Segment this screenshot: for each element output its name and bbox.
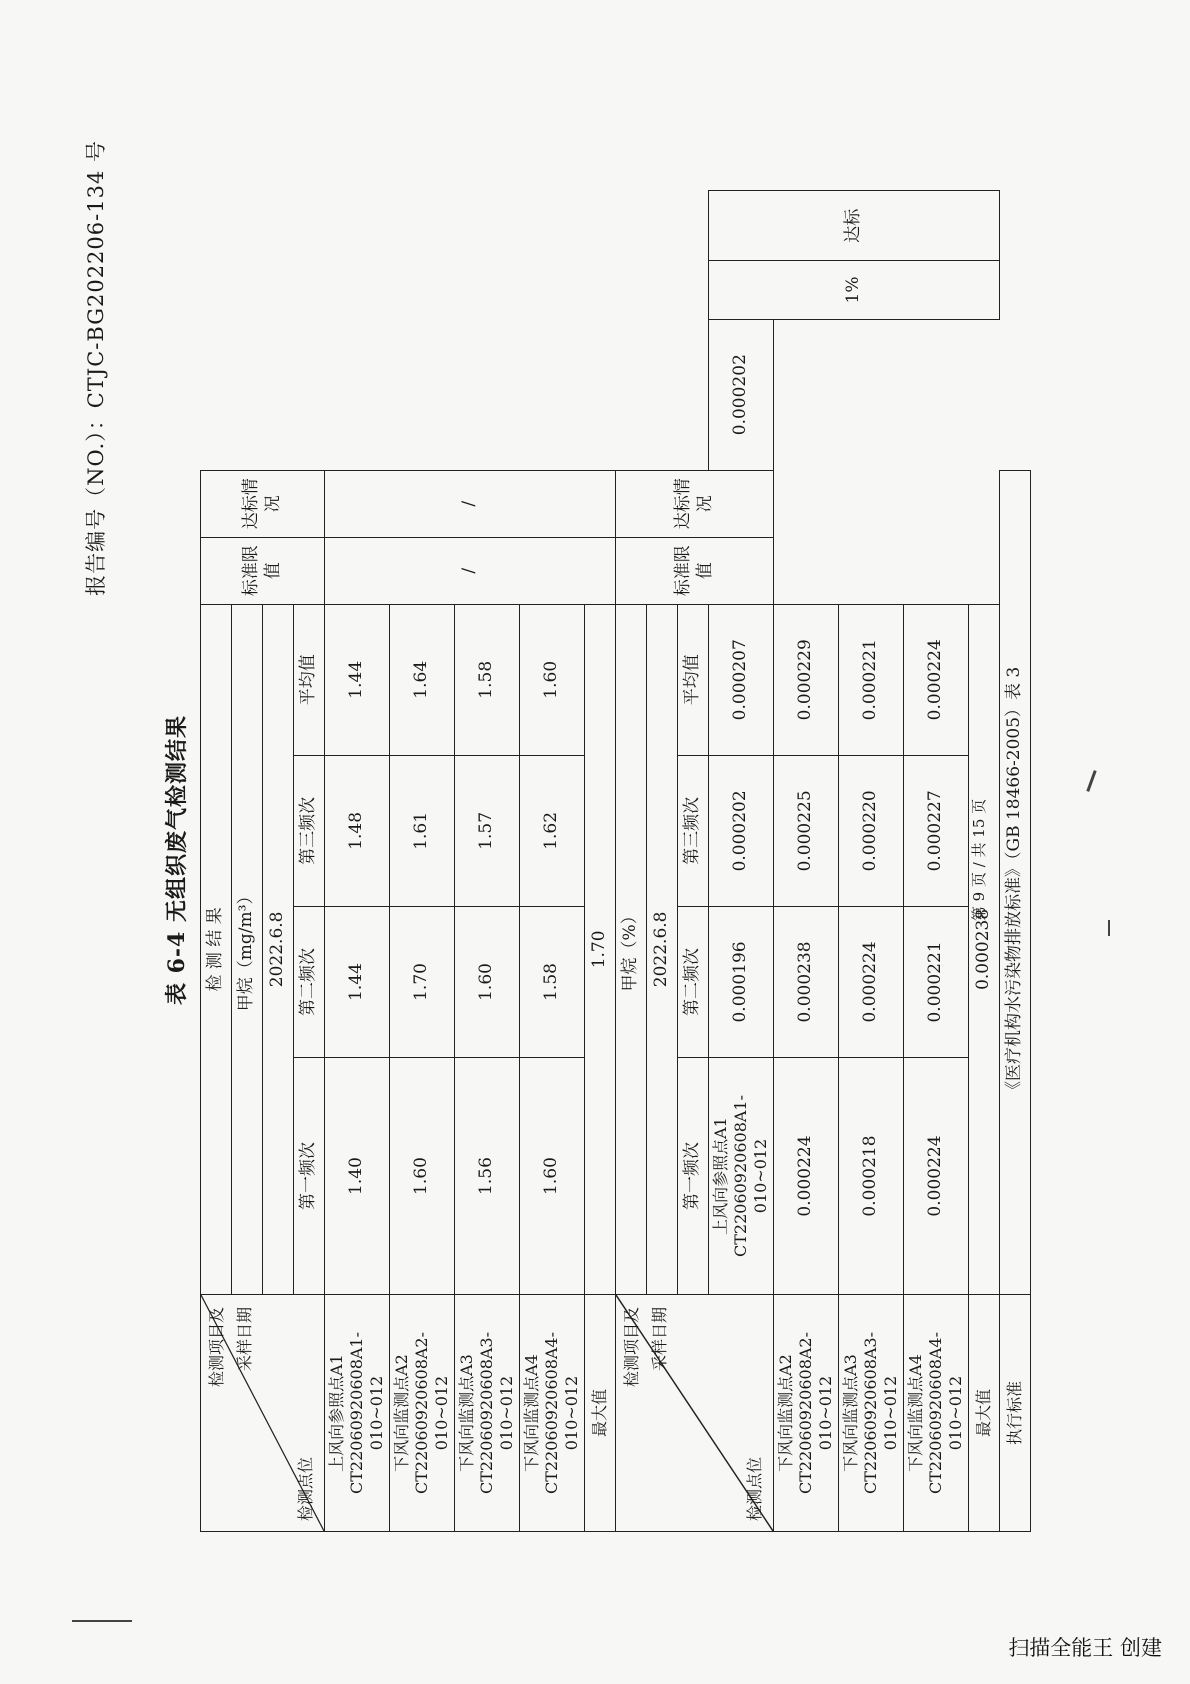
sample-code: CT22060920608A2-010~012 [412, 1331, 451, 1495]
compliance-cell-2: 达标 [709, 191, 1000, 261]
sample-date-1: 2022.6.8 [263, 604, 294, 1294]
table-row [774, 191, 839, 1532]
std-limit-header: 标准限值 [201, 537, 325, 604]
col-first: 第一频次 [294, 1058, 325, 1295]
point-name: 上风向参照点A1 [327, 1354, 346, 1472]
value-cell: 1.40 [325, 1058, 390, 1295]
sample-code: CT22060920608A4-010~012 [542, 1331, 581, 1495]
scan-mark [72, 1620, 132, 1622]
point-name: 下风向监测点A2 [776, 1354, 795, 1472]
max-label: 最大值 [969, 1295, 1000, 1532]
compliance-cell-1: / [325, 470, 616, 537]
point-name: 下风向监测点A3 [841, 1354, 860, 1472]
sample-code: CT22060920608A2-010~012 [796, 1331, 835, 1495]
value-cell: 1.44 [325, 906, 390, 1057]
value-cell: 0.000227 [904, 755, 969, 906]
compliance-header: 达标情况 [616, 470, 774, 537]
results-table [200, 190, 1031, 1532]
value-cell: 1.56 [455, 1058, 520, 1295]
page-number: 第 9 页 / 共 15 页 [970, 798, 988, 922]
value-cell: 1.58 [520, 906, 585, 1057]
value-cell: 1.60 [390, 1058, 455, 1295]
item-name-1: 甲烷（mg/m³） [232, 604, 263, 1294]
value-cell: 0.000220 [839, 755, 904, 906]
value-cell: 0.000221 [904, 906, 969, 1057]
point-name: 上风向参照点A1 [711, 1117, 730, 1235]
scanner-watermark: 扫描全能王 创建 [1008, 1636, 1162, 1660]
header-diagonal-cell [201, 1295, 325, 1532]
table-row [325, 191, 390, 1532]
point-name: 下风向监测点A3 [457, 1354, 476, 1472]
table-row [839, 191, 904, 1532]
value-cell: 0.000225 [774, 755, 839, 906]
sample-code: CT22060920608A3-010~012 [477, 1331, 516, 1495]
rotated-page-content [84, 80, 1100, 1640]
sample-code: CT22060920608A1-010~012 [347, 1331, 386, 1495]
value-cell: 0.000224 [904, 1058, 969, 1295]
value-cell: 0.000224 [904, 604, 969, 755]
value-cell: 0.000224 [774, 1058, 839, 1295]
value-cell: 0.000207 [709, 604, 774, 755]
exec-standard-value: 《医疗机构水污染物排放标准》（GB 18466-2005）表 3 [1000, 470, 1031, 1294]
header-date-label: 采样日期 [650, 1307, 669, 1372]
max-value-1: 1.70 [585, 604, 616, 1294]
table-row [390, 191, 455, 1532]
item-name-2: 甲烷（%） [616, 604, 647, 1294]
col-second: 第二频次 [294, 906, 325, 1057]
value-cell: 0.000221 [839, 604, 904, 755]
sample-code: CT22060920608A4-010~012 [926, 1331, 965, 1495]
col-third: 第三频次 [294, 755, 325, 906]
point-name: 下风向监测点A4 [906, 1354, 925, 1472]
header-item-label: 检测项目及 [622, 1307, 641, 1388]
point-name: 下风向监测点A4 [522, 1354, 541, 1472]
sample-code: CT22060920608A1-010~012 [731, 1094, 770, 1258]
point-name: 下风向监测点A2 [392, 1354, 411, 1472]
value-cell: 1.48 [325, 755, 390, 906]
table-row [520, 191, 585, 1532]
value-cell: 1.44 [325, 604, 390, 755]
col-third: 第三频次 [678, 755, 709, 906]
value-cell: 0.000196 [709, 906, 774, 1057]
col-first: 第一频次 [678, 1058, 709, 1295]
std-limit-header: 标准限值 [616, 537, 774, 604]
header-item-label: 检测项目及 [207, 1307, 226, 1388]
header-date-label: 采样日期 [235, 1307, 254, 1372]
value-cell: 1.60 [520, 604, 585, 755]
col-avg: 平均值 [678, 604, 709, 755]
value-cell: 1.60 [455, 906, 520, 1057]
max-row-1 [585, 191, 616, 1532]
sample-date-2: 2022.6.8 [647, 604, 678, 1294]
exec-standard-row [1000, 191, 1031, 1532]
scan-mark [1108, 920, 1110, 936]
value-cell: 0.000218 [839, 1058, 904, 1295]
value-cell: 1.60 [520, 1058, 585, 1295]
col-second: 第二频次 [678, 906, 709, 1057]
result-header: 检 测 结 果 [201, 604, 232, 1294]
table-row [455, 191, 520, 1532]
col-avg: 平均值 [294, 604, 325, 755]
value-cell: 0.000224 [839, 906, 904, 1057]
value-cell: 0.000202 [709, 755, 774, 906]
value-cell: 1.61 [390, 755, 455, 906]
limit-cell-2: 1% [709, 261, 1000, 319]
table-row [904, 191, 969, 1532]
value-cell: 1.62 [520, 755, 585, 906]
sample-code: CT22060920608A3-010~012 [861, 1331, 900, 1495]
value-cell: 0.000202 [709, 319, 774, 470]
limit-cell-1: / [325, 537, 616, 604]
value-cell: 0.000229 [774, 604, 839, 755]
report-number: 报告编号（NO.）：CTJC-BG202206-134 号 [84, 140, 108, 596]
exec-standard-label: 执行标准 [1000, 1295, 1031, 1532]
value-cell: 0.000238 [774, 906, 839, 1057]
max-label: 最大值 [585, 1295, 616, 1532]
table-title: 表 6-4 无组织废气检测结果 [164, 714, 190, 1006]
compliance-header: 达标情况 [201, 470, 325, 537]
max-value-2: 0.000238 [969, 604, 1000, 1294]
value-cell: 1.57 [455, 755, 520, 906]
value-cell: 1.64 [390, 604, 455, 755]
header-diagonal-cell [616, 1295, 774, 1532]
value-cell: 1.58 [455, 604, 520, 755]
header-point-label: 检测点位 [296, 1456, 315, 1521]
value-cell: 1.70 [390, 906, 455, 1057]
header-point-label: 检测点位 [745, 1456, 764, 1521]
